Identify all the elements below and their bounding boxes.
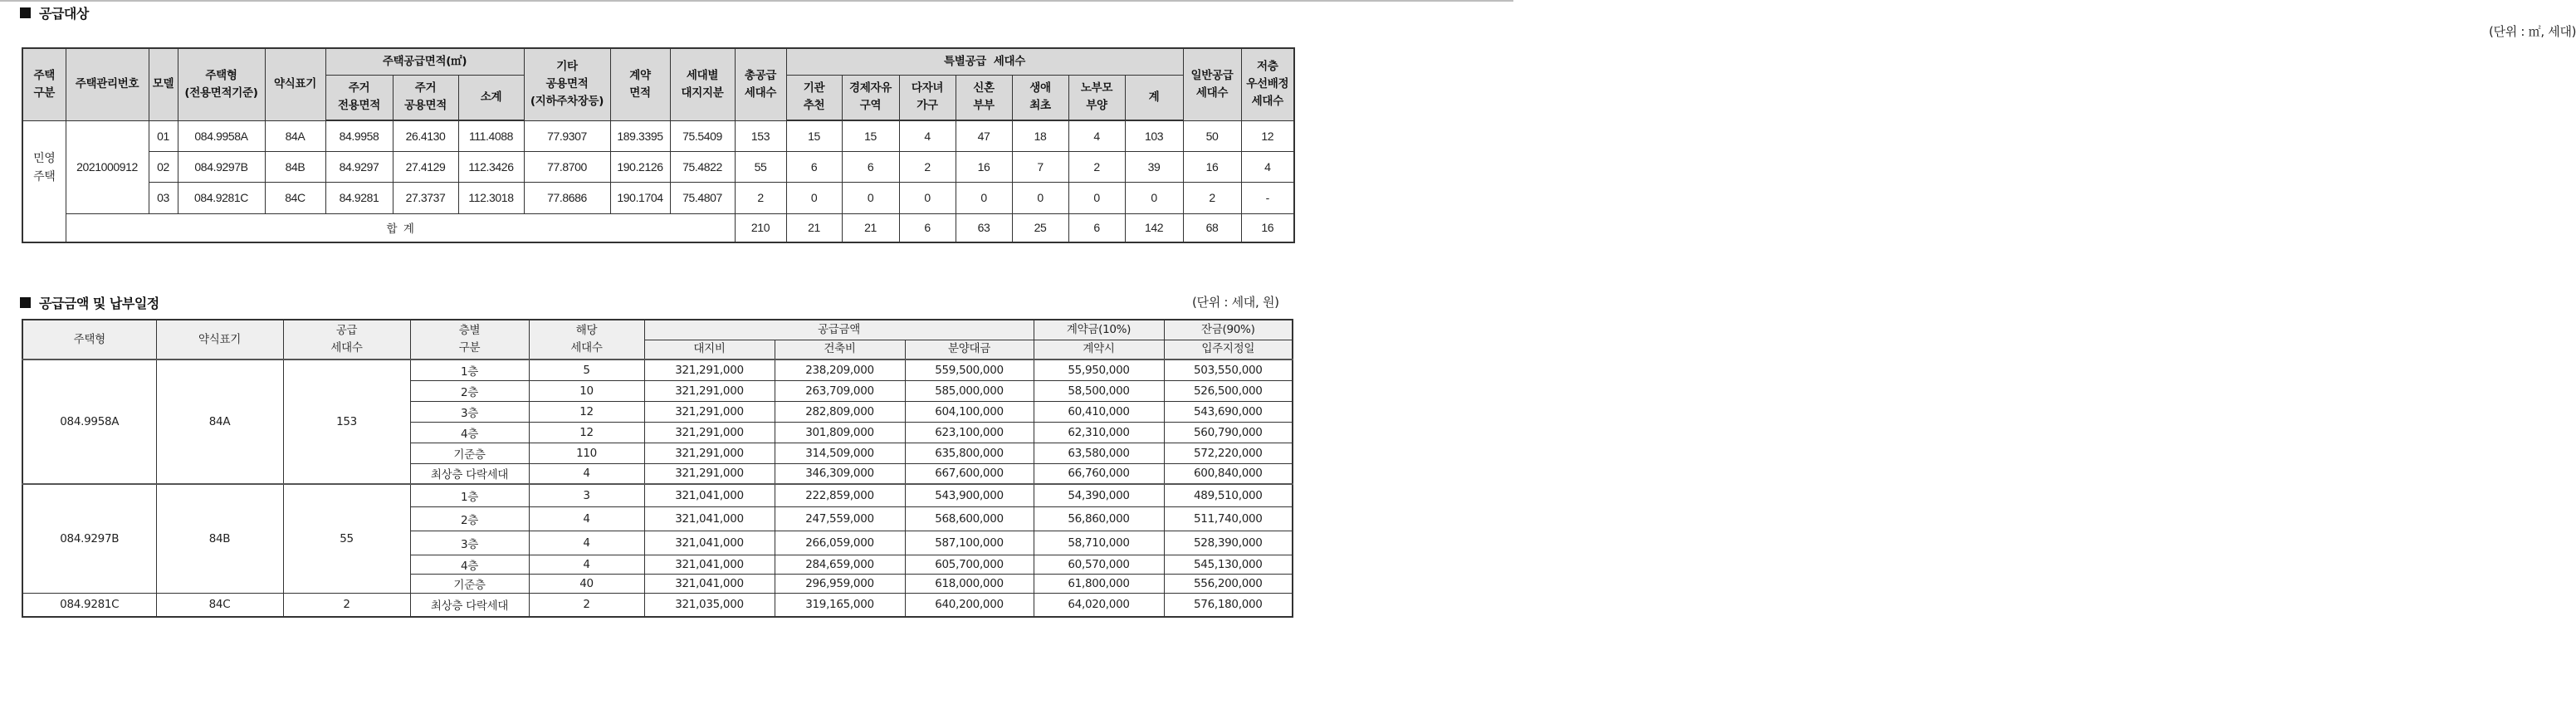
units-cell: 40 [529, 574, 644, 593]
newlywed-sum: 63 [956, 213, 1012, 242]
sale-price-cell: 623,100,000 [905, 422, 1034, 443]
sale-price-cell: 543,900,000 [905, 484, 1034, 506]
first-life-cell: 18 [1012, 120, 1068, 151]
header-free-econ: 경제자유 구역 [842, 75, 899, 120]
low-floor-sum: 16 [1241, 213, 1294, 242]
res-common-cell: 27.4129 [393, 151, 458, 182]
floor-cell: 3층 [410, 401, 529, 422]
balance-cell: 576,180,000 [1164, 593, 1293, 617]
general-supply-cell: 50 [1183, 120, 1241, 151]
res-exclusive-cell: 84.9281 [325, 182, 393, 213]
units-cell: 4 [529, 555, 644, 574]
table-row [22, 484, 1293, 506]
institution-sum: 21 [786, 213, 842, 242]
low-floor-cell: 4 [1241, 151, 1294, 182]
header-balance: 잔금(90%) [1164, 320, 1293, 340]
sale-price-cell: 559,500,000 [905, 360, 1034, 380]
first-life-sum: 25 [1012, 213, 1068, 242]
building-cost-cell: 247,559,000 [775, 506, 905, 531]
total-supply-cell: 2 [735, 182, 786, 213]
units-cell: 12 [529, 401, 644, 422]
general-supply-sum: 68 [1183, 213, 1241, 242]
contract-area-cell: 190.2126 [610, 151, 670, 182]
group-84C [22, 593, 1293, 617]
housing-type-cell: 084.9958A [178, 120, 265, 151]
units-cell: 4 [529, 463, 644, 484]
sale-price-cell: 605,700,000 [905, 555, 1034, 574]
total-supply-cell: 153 [735, 120, 786, 151]
units-cell: 5 [529, 360, 644, 380]
balance-cell: 556,200,000 [1164, 574, 1293, 593]
header-abbr: 약식표기 [265, 48, 325, 120]
units-cell: 4 [529, 506, 644, 531]
balance-cell: 528,390,000 [1164, 531, 1293, 555]
land-cost-cell: 321,041,000 [644, 555, 775, 574]
header-institution: 기관 추천 [786, 75, 842, 120]
floor-cell: 3층 [410, 531, 529, 555]
units-cell: 110 [529, 443, 644, 463]
balance-cell: 560,790,000 [1164, 422, 1293, 443]
sale-price-cell: 568,600,000 [905, 506, 1034, 531]
group-supply-units-cell: 153 [283, 360, 410, 484]
section-title-text: 공급금액 및 납부일정 [39, 296, 159, 311]
sale-price-cell: 640,200,000 [905, 593, 1034, 617]
price-schedule-table [22, 319, 1293, 618]
supply-target-table [22, 47, 1295, 243]
section-title-text: 공급대상 [39, 6, 89, 22]
contract-area-cell: 190.1704 [610, 182, 670, 213]
units-cell: 2 [529, 593, 644, 617]
balance-cell: 543,690,000 [1164, 401, 1293, 422]
deposit-cell: 54,390,000 [1034, 484, 1164, 506]
floor-cell: 4층 [410, 555, 529, 574]
subtotal-cell: 112.3018 [458, 182, 524, 213]
building-cost-cell: 284,659,000 [775, 555, 905, 574]
low-floor-cell: 12 [1241, 120, 1294, 151]
group-84A [22, 360, 1293, 484]
land-cost-cell: 321,041,000 [644, 484, 775, 506]
free-econ-cell: 15 [842, 120, 899, 151]
free-econ-cell: 6 [842, 151, 899, 182]
land-cost-cell: 321,035,000 [644, 593, 775, 617]
group-abbr-cell: 84A [156, 360, 283, 484]
special-total-cell: 0 [1125, 182, 1183, 213]
free-econ-cell: 0 [842, 182, 899, 213]
header-supply-area-group: 주택공급면적(㎡) [325, 48, 524, 75]
header-general-supply: 일반공급 세대수 [1183, 48, 1241, 120]
header-newlywed: 신혼 부부 [956, 75, 1012, 120]
header-deposit-when: 계약시 [1034, 340, 1164, 360]
building-cost-cell: 314,509,000 [775, 443, 905, 463]
group-abbr-cell: 84C [156, 593, 283, 617]
special-total-sum: 142 [1125, 213, 1183, 242]
housing-category-cell: 민영 주택 [22, 120, 66, 242]
special-total-cell: 103 [1125, 120, 1183, 151]
deposit-cell: 60,410,000 [1034, 401, 1164, 422]
total-label: 합 계 [66, 213, 735, 242]
floor-cell: 최상층 다락세대 [410, 593, 529, 617]
newlywed-cell: 0 [956, 182, 1012, 213]
floor-cell: 최상층 다락세대 [410, 463, 529, 484]
group-type-cell: 084.9281C [22, 593, 156, 617]
balance-cell: 526,500,000 [1164, 380, 1293, 401]
header-low-floor: 저층 우선배정 세대수 [1241, 48, 1294, 120]
other-common-cell: 77.8686 [524, 182, 610, 213]
elderly-parent-cell: 2 [1068, 151, 1125, 182]
balance-cell: 545,130,000 [1164, 555, 1293, 574]
header-first-life: 생애 최초 [1012, 75, 1068, 120]
other-common-cell: 77.8700 [524, 151, 610, 182]
header-special-group: 특별공급 세대수 [786, 48, 1183, 75]
land-cost-cell: 321,291,000 [644, 360, 775, 380]
header-mgmt-no: 주택관리번호 [66, 48, 149, 120]
building-cost-cell: 263,709,000 [775, 380, 905, 401]
building-cost-cell: 301,809,000 [775, 422, 905, 443]
building-cost-cell: 238,209,000 [775, 360, 905, 380]
balance-cell: 489,510,000 [1164, 484, 1293, 506]
group-supply-units-cell: 55 [283, 484, 410, 593]
header-elderly-parent: 노부모 부양 [1068, 75, 1125, 120]
abbr-cell: 84B [265, 151, 325, 182]
header-housing-category: 주택 구분 [22, 48, 66, 120]
subtotal-cell: 112.3426 [458, 151, 524, 182]
land-cost-cell: 321,291,000 [644, 380, 775, 401]
header-abbr: 약식표기 [156, 320, 283, 360]
header-subtotal: 소계 [458, 75, 524, 120]
general-supply-cell: 16 [1183, 151, 1241, 182]
unit-note: (단위 : 세대, 원) [1192, 295, 1279, 310]
land-cost-cell: 321,291,000 [644, 422, 775, 443]
land-cost-cell: 321,041,000 [644, 574, 775, 593]
header-total-supply: 총공급 세대수 [735, 48, 786, 120]
header-contract-area: 계약 면적 [610, 48, 670, 120]
deposit-cell: 58,710,000 [1034, 531, 1164, 555]
deposit-cell: 60,570,000 [1034, 555, 1164, 574]
sale-price-cell: 667,600,000 [905, 463, 1034, 484]
header-units: 해당 세대수 [529, 320, 644, 360]
multi-child-cell: 0 [899, 182, 956, 213]
res-exclusive-cell: 84.9958 [325, 120, 393, 151]
section-title-supply-target [20, 3, 89, 22]
floor-cell: 1층 [410, 484, 529, 506]
mgmt-no-cell: 2021000912 [66, 120, 149, 213]
deposit-cell: 62,310,000 [1034, 422, 1164, 443]
institution-cell: 0 [786, 182, 842, 213]
total-supply-sum: 210 [735, 213, 786, 242]
sale-price-cell: 587,100,000 [905, 531, 1034, 555]
header-special-total: 계 [1125, 75, 1183, 120]
elderly-parent-cell: 4 [1068, 120, 1125, 151]
elderly-parent-sum: 6 [1068, 213, 1125, 242]
first-life-cell: 0 [1012, 182, 1068, 213]
header-building-cost: 건축비 [775, 340, 905, 360]
units-cell: 12 [529, 422, 644, 443]
units-cell: 10 [529, 380, 644, 401]
sale-price-cell: 618,000,000 [905, 574, 1034, 593]
abbr-cell: 84C [265, 182, 325, 213]
land-cost-cell: 321,291,000 [644, 463, 775, 484]
elderly-parent-cell: 0 [1068, 182, 1125, 213]
first-life-cell: 7 [1012, 151, 1068, 182]
header-land-share: 세대별 대지지분 [670, 48, 735, 120]
floor-cell: 기준층 [410, 574, 529, 593]
land-cost-cell: 321,291,000 [644, 443, 775, 463]
newlywed-cell: 47 [956, 120, 1012, 151]
header-res-common: 주거 공용면적 [393, 75, 458, 120]
housing-type-cell: 084.9297B [178, 151, 265, 182]
deposit-cell: 61,800,000 [1034, 574, 1164, 593]
floor-cell: 2층 [410, 506, 529, 531]
balance-cell: 503,550,000 [1164, 360, 1293, 380]
square-bullet-icon [20, 297, 31, 308]
units-cell: 3 [529, 484, 644, 506]
floor-cell: 2층 [410, 380, 529, 401]
building-cost-cell: 266,059,000 [775, 531, 905, 555]
header-multi-child: 다자녀 가구 [899, 75, 956, 120]
header-other-common: 기타 공용면적 (지하주차장등) [524, 48, 610, 120]
balance-cell: 511,740,000 [1164, 506, 1293, 531]
newlywed-cell: 16 [956, 151, 1012, 182]
header-res-exclusive: 주거 전용면적 [325, 75, 393, 120]
abbr-cell: 84A [265, 120, 325, 151]
total-row [22, 213, 1294, 242]
group-type-cell: 084.9958A [22, 360, 156, 484]
building-cost-cell: 282,809,000 [775, 401, 905, 422]
low-floor-cell: - [1241, 182, 1294, 213]
deposit-cell: 64,020,000 [1034, 593, 1164, 617]
res-exclusive-cell: 84.9297 [325, 151, 393, 182]
top-divider [0, 0, 1513, 2]
group-type-cell: 084.9297B [22, 484, 156, 593]
deposit-cell: 63,580,000 [1034, 443, 1164, 463]
res-common-cell: 27.3737 [393, 182, 458, 213]
unit-note-text: (단위 : ㎡, 세대) [2489, 24, 2576, 39]
multi-child-cell: 2 [899, 151, 956, 182]
land-share-cell: 75.4807 [670, 182, 735, 213]
land-share-cell: 75.4822 [670, 151, 735, 182]
group-supply-units-cell: 2 [283, 593, 410, 617]
deposit-cell: 66,760,000 [1034, 463, 1164, 484]
balance-cell: 600,840,000 [1164, 463, 1293, 484]
table-row [22, 593, 1293, 617]
deposit-cell: 55,950,000 [1034, 360, 1164, 380]
header-land-cost: 대지비 [644, 340, 775, 360]
general-supply-cell: 2 [1183, 182, 1241, 213]
floor-cell: 1층 [410, 360, 529, 380]
group-84B [22, 484, 1293, 593]
deposit-cell: 56,860,000 [1034, 506, 1164, 531]
land-share-cell: 75.5409 [670, 120, 735, 151]
model-cell: 03 [149, 182, 178, 213]
floor-cell: 기준층 [410, 443, 529, 463]
land-cost-cell: 321,041,000 [644, 506, 775, 531]
institution-cell: 6 [786, 151, 842, 182]
sale-price-cell: 635,800,000 [905, 443, 1034, 463]
square-bullet-icon [20, 7, 31, 18]
subtotal-cell: 111.4088 [458, 120, 524, 151]
other-common-cell: 77.9307 [524, 120, 610, 151]
header-sale-price: 분양대금 [905, 340, 1034, 360]
header-deposit: 계약금(10%) [1034, 320, 1164, 340]
land-cost-cell: 321,291,000 [644, 401, 775, 422]
header-housing-type: 주택형 [22, 320, 156, 360]
units-cell: 4 [529, 531, 644, 555]
multi-child-cell: 4 [899, 120, 956, 151]
balance-cell: 572,220,000 [1164, 443, 1293, 463]
header-housing-type: 주택형 (전용면적기준) [178, 48, 265, 120]
header-model: 모델 [149, 48, 178, 120]
model-cell: 02 [149, 151, 178, 182]
table-row [22, 151, 1294, 182]
building-cost-cell: 296,959,000 [775, 574, 905, 593]
contract-area-cell: 189.3395 [610, 120, 670, 151]
section-title-price-schedule [20, 293, 159, 312]
free-econ-sum: 21 [842, 213, 899, 242]
res-common-cell: 26.4130 [393, 120, 458, 151]
building-cost-cell: 319,165,000 [775, 593, 905, 617]
floor-cell: 4층 [410, 422, 529, 443]
header-balance-when: 입주지정일 [1164, 340, 1293, 360]
total-supply-cell: 55 [735, 151, 786, 182]
sale-price-cell: 585,000,000 [905, 380, 1034, 401]
building-cost-cell: 222,859,000 [775, 484, 905, 506]
sale-price-cell: 604,100,000 [905, 401, 1034, 422]
multi-child-sum: 6 [899, 213, 956, 242]
model-cell: 01 [149, 120, 178, 151]
header-supply-amount: 공급금액 [644, 320, 1034, 340]
table-row [22, 360, 1293, 380]
table-row [22, 120, 1294, 151]
building-cost-cell: 346,309,000 [775, 463, 905, 484]
land-cost-cell: 321,041,000 [644, 531, 775, 555]
special-total-cell: 39 [1125, 151, 1183, 182]
group-abbr-cell: 84B [156, 484, 283, 593]
header-floor: 층별 구분 [410, 320, 529, 360]
institution-cell: 15 [786, 120, 842, 151]
header-supply-units: 공급 세대수 [283, 320, 410, 360]
deposit-cell: 58,500,000 [1034, 380, 1164, 401]
table-row [22, 182, 1294, 213]
housing-type-cell: 084.9281C [178, 182, 265, 213]
